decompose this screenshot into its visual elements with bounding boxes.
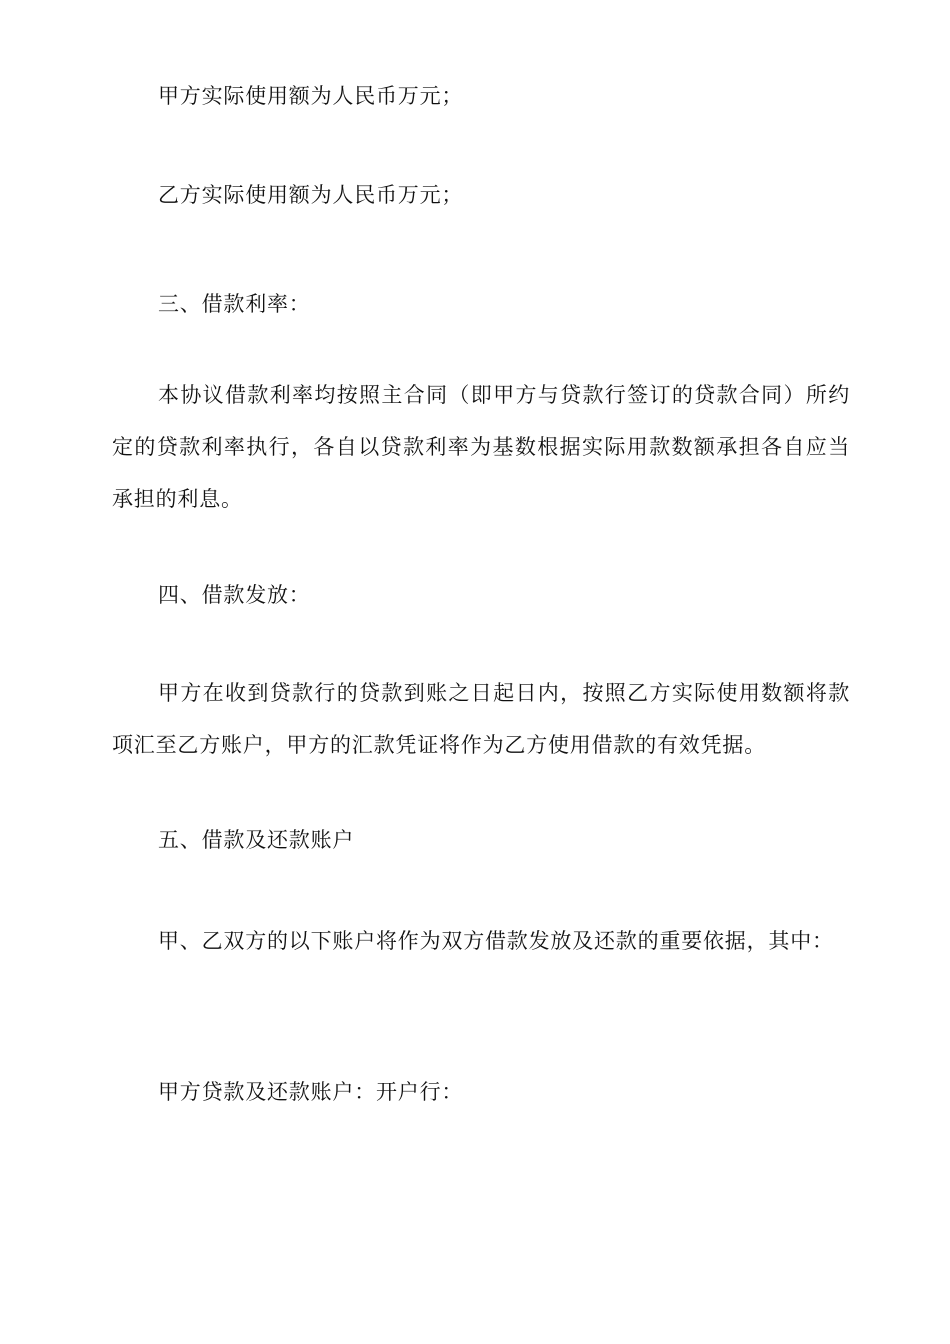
section-heading-interest-rate: 三、借款利率：	[158, 292, 311, 316]
loan-disbursement-clause: 甲方在收到贷款行的贷款到账之日起日内，按照乙方实际使用数额将款项汇至乙方账户，甲方的汇款凭证将作为乙方使用借款的有效凭据。	[112, 681, 850, 757]
interest-rate-clause: 本协议借款利率均按照主合同（即甲方与贷款行签订的贷款合同）所约定的贷款利率执行，各自以贷款利率为基数根据实际用款数额承担各自应当承担的利息。	[112, 383, 850, 511]
party-a-account-line: 甲方贷款及还款账户：开户行：	[158, 1080, 464, 1104]
party-b-usage-amount: 乙方实际使用额为人民币万元；	[158, 183, 464, 207]
accounts-clause: 甲、乙双方的以下账户将作为双方借款发放及还款的重要依据，其中：	[158, 929, 834, 953]
section-heading-accounts: 五、借款及还款账户	[158, 828, 355, 852]
party-a-usage-amount: 甲方实际使用额为人民币万元；	[158, 84, 464, 108]
section-heading-loan-disbursement: 四、借款发放：	[158, 583, 311, 607]
